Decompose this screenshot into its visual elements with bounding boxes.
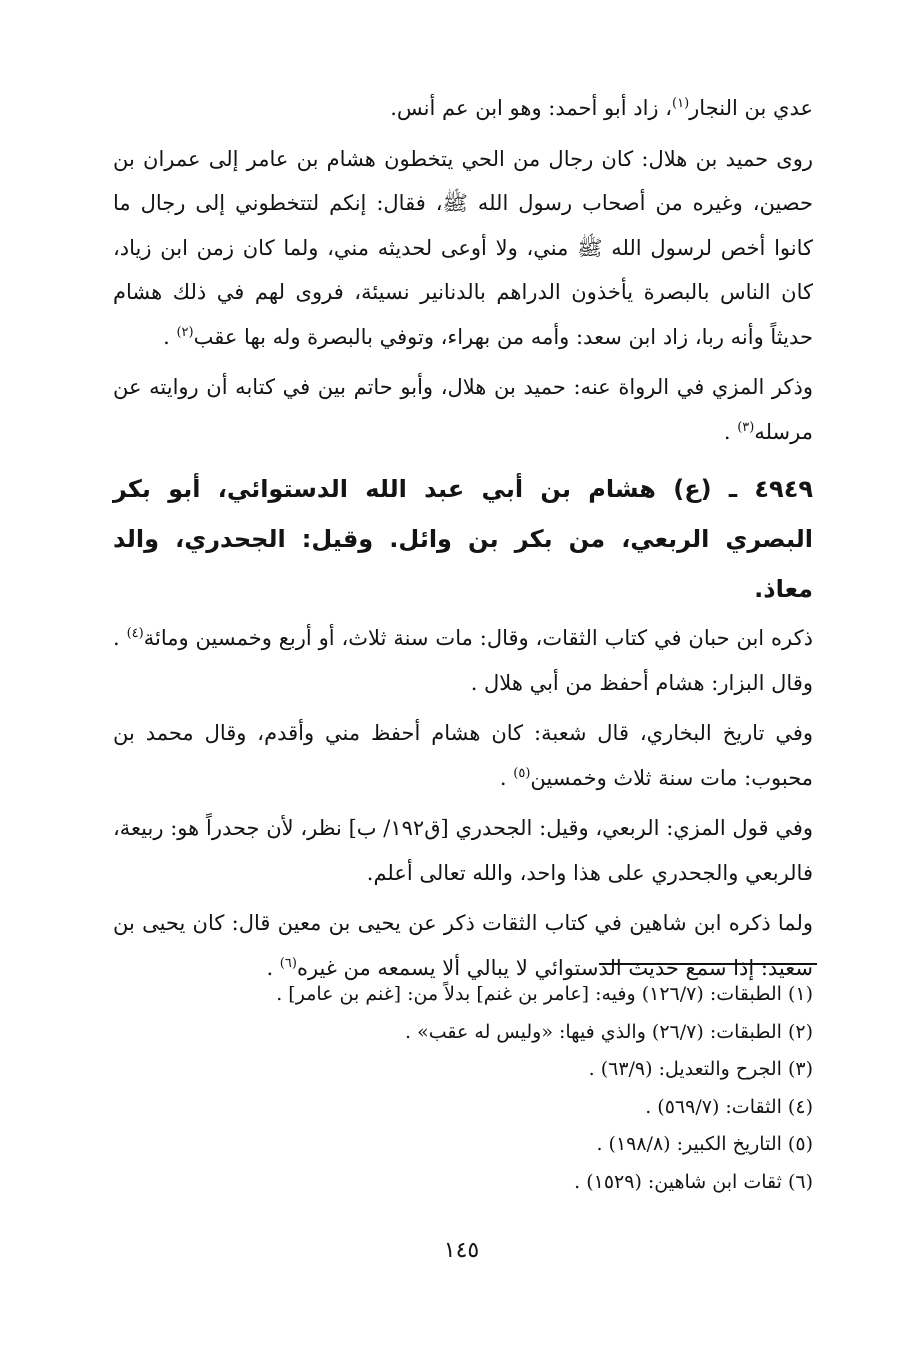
footnote-separator <box>599 963 817 965</box>
footnote-2: (٢) الطبقات: (٢٦/٧) والذي فيها: «وليس له عقب» . <box>405 1020 813 1043</box>
paragraph-7: ولما ذكره ابن شاهين في كتاب الثقات ذكر عن يحيى بن معين قال: كان يحيى بن سعيد: إذا سمع حديث الدستوائي لا يبالي ألا يسمعه من غيره$^{(٦)}$ . <box>113 911 813 980</box>
paragraph-5: وفي تاريخ البخاري، قال شعبة: كان هشام أحفظ مني وأقدم، وقال محمد بن محبوب: مات سنة ثلاث وخمسين$^{(٥)}$ . <box>113 721 813 790</box>
footnote-3: (٣) الجرح والتعديل: (٦٣/٩) . <box>588 1058 813 1081</box>
paragraph-3: وذكر المزي في الرواة عنه: حميد بن هلال، وأبو حاتم بين في كتابه أن روايته عن مرسله$^{(٣)}$ . <box>113 375 813 444</box>
footnote-1: (١) الطبقات: (١٢٦/٧) وفيه: [عامر بن غنم] بدلاً من: [غنم بن عامر] . <box>276 983 813 1005</box>
paragraph-1: عدي بن النجار$^{(١)}$، زاد أبو أحمد: وهو ابن عم أنس. <box>390 96 813 120</box>
footnote-ref-5[interactable]: (٥) <box>513 765 531 781</box>
page-number: ١٤٥ <box>443 1238 480 1263</box>
footnotes <box>113 976 813 1202</box>
paragraph-4: ذكره ابن حبان في كتاب الثقات، وقال: مات سنة ثلاث، أو أربع وخمسين ومائة$^{(٤)}$ . وقال البزار: هشام أحفظ من أبي هلال . <box>113 626 813 695</box>
footnote-ref-1[interactable]: (١) <box>672 96 690 111</box>
main-text <box>113 86 813 990</box>
paragraph-2: روى حميد بن هلال: كان رجال من الحي يتخطون هشام بن عامر إلى عمران بن حصين، وغيره من أصحاب رسول الله ﷺ، فقال: إنكم لتتخطوني إلى رجال ما كانوا أخص لرسول الله ﷺ مني، ولا أوعى لحديثه مني، ولما كان زمن ابن زياد، كان الناس بالبصرة يأخذون الدراهم بالدنانير نسيئة، فروى لهم في ذلك هشام حديثاً وأنه ربا، زاد ابن سعد: وأمه من بهراء، وتوفي بالبصرة وله بها عقب$^{(٢)}$ . <box>113 146 813 349</box>
footnote-ref-3[interactable]: (٣) <box>737 419 755 435</box>
footnote-5: (٥) التاريخ الكبير: (١٩٨/٨) . <box>596 1133 813 1156</box>
footnote-6: (٦) ثقات ابن شاهين: (١٥٢٩) . <box>574 1170 813 1193</box>
entry-heading: ٤٩٤٩ ـ (ع) هشام بن أبي عبد الله الدستوائي، أبو بكر البصري الربعي، من بكر بن وائل. وقيل: الجحدري، والد معاذ. <box>113 475 813 603</box>
footnote-4: (٤) الثقات: (٥٦٩/٧) . <box>645 1095 813 1118</box>
footnote-ref-4[interactable]: (٤) <box>126 626 144 641</box>
paragraph-6: وفي قول المزي: الربعي، وقيل: الجحدري [ق١٩٢/ ب] نظر، لأن جحدراً هو: ربيعة، فالربعي والجحدري على هذا واحد، والله تعالى أعلم. <box>113 816 813 885</box>
footnote-ref-2[interactable]: (٢) <box>176 324 194 340</box>
footnote-ref-6[interactable]: (٦) <box>279 955 297 971</box>
